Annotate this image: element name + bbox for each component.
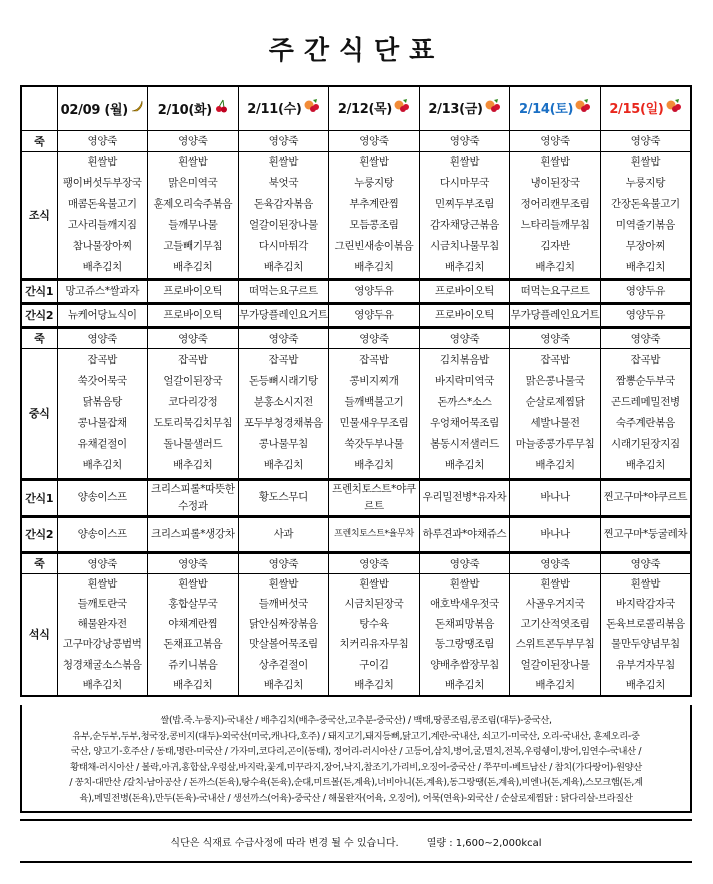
snack-cell: 양송이스프 [57, 516, 148, 552]
menu-item: 배추김치 [354, 678, 394, 691]
snack-cell: 하루견과*야채쥬스 [419, 516, 510, 552]
menu-row [21, 151, 691, 279]
banana-icon [130, 99, 144, 117]
menu-item: 모듬콩조림 [349, 218, 399, 231]
menu-item: 그린빈새송이볶음 [334, 239, 414, 252]
menu-item: 감자채당근볶음 [430, 218, 499, 231]
row-label: 중식 [21, 348, 57, 479]
menu-item: 돈채표고볶음 [163, 638, 223, 651]
snack-cell: 황도스무디 [238, 479, 329, 516]
meal-cell [600, 348, 691, 479]
menu-item: 돈채피망볶음 [435, 618, 495, 631]
snack-cell: 떠먹는요구르트 [510, 279, 601, 303]
origin-note-line: 유부,순두부,두부,청국장,콩비지(대두)-외국산(미국,캐나다,호주) / 돼지고기,돼지등뼈,닭고기,계란-국내산, 쇠고기-미국산, 오리-국내산, 훈제오리-중 [72, 730, 640, 742]
menu-item: 사골우거지국 [525, 597, 585, 610]
menu-item: 돌나물샐러드 [163, 438, 223, 450]
snack-cell: 영양두유 [329, 303, 420, 327]
meal-cell [329, 348, 420, 479]
day-header [148, 86, 239, 130]
menu-item: 배추김치 [444, 678, 485, 691]
menu-item: 잡곡밥 [540, 354, 570, 366]
meal-cell [329, 573, 420, 696]
day-label: 2/14(토) [518, 102, 574, 118]
menu-item: 고기산적엿조림 [520, 618, 590, 631]
porridge-cell: 영양죽 [238, 130, 329, 151]
menu-item: 마늘종콩가루무침 [515, 438, 595, 450]
porridge-cell: 영양죽 [510, 327, 601, 348]
header-corner [21, 86, 57, 130]
cherry-icon [214, 99, 228, 117]
origin-note-line: / 꽁치-대만산 /갈치-남아공산 / 돈까스(돈육),탕수육(돈육),순대,미트볼(돈,계육),너비아니(돈,계육),동그랑땡(돈,계육),비엔나(돈,계육),스모크햄(돈,계 [69, 777, 643, 788]
menu-row [21, 552, 691, 573]
menu-item: 들깨버섯국 [258, 597, 309, 610]
menu-item: 다시마무국 [439, 176, 490, 189]
page-title: 주간식단표 [268, 36, 445, 66]
menu-item: 애호박새우젓국 [430, 597, 499, 610]
menu-item: 돈육감자볶음 [253, 197, 313, 210]
day-label: 2/13(금) [428, 102, 483, 118]
fruit-basket-icon [304, 98, 320, 118]
porridge-cell: 영양죽 [329, 130, 420, 151]
menu-item: 흰쌀밥 [630, 155, 661, 168]
snack-cell: 바나나 [510, 479, 601, 516]
menu-item: 유채겉절이 [77, 438, 127, 450]
meal-cell [600, 573, 691, 696]
menu-row [21, 279, 691, 303]
menu-item: 들깨무나물 [168, 218, 218, 231]
origin-note-line: 황태채-러시아산 / 볼락,아귀,홍합살,우렁살,바지락,꽃게,미꾸라지,장어,낙지,참조기,가리비,오징어-중국산 / 쭈꾸미-베트남산 / 참치(가다랑어)-원양산 [70, 761, 642, 773]
meal-cell [510, 348, 601, 479]
snack-cell: 찐고구마*둥굴레차 [600, 516, 691, 552]
meal-cell [510, 151, 601, 279]
menu-item: 곤드레메밀전병 [610, 396, 680, 408]
menu-item: 훈제오리숙주볶음 [153, 197, 233, 210]
menu-item: 팽이버섯두부장국 [62, 176, 142, 189]
snack-cell: 영양두유 [600, 279, 691, 303]
menu-item: 배추김치 [82, 678, 122, 691]
day-label: 02/09 (월) [60, 102, 128, 118]
menu-item: 숙주계란볶음 [615, 417, 675, 429]
meal-cell [419, 348, 510, 479]
change-notice: 식단은 식재료 수급사정에 따라 변경 될 수 있습니다. [170, 837, 399, 849]
porridge-cell: 영양죽 [148, 130, 239, 151]
row-label: 죽 [21, 552, 57, 573]
menu-item: 느타리들깨무침 [520, 218, 590, 231]
menu-item: 민물새우무조림 [339, 417, 409, 429]
porridge-cell: 영양죽 [419, 327, 510, 348]
origin-notes [20, 705, 692, 813]
day-label: 2/10(화) [157, 102, 212, 118]
menu-item: 다시마튀각 [258, 239, 309, 252]
meal-cell [148, 151, 239, 279]
menu-item: 고구마강낭콩범벅 [62, 638, 142, 651]
snack-cell: 무가당플레인요거트 [510, 303, 601, 327]
day-header [600, 86, 691, 130]
menu-item: 잡곡밥 [630, 354, 661, 366]
menu-item: 흰쌀밥 [449, 155, 480, 168]
meal-cell [329, 151, 420, 279]
menu-item: 배추김치 [535, 459, 575, 471]
day-header [329, 86, 420, 130]
menu-item: 흰쌀밥 [178, 155, 208, 168]
menu-item: 배추김치 [535, 678, 575, 691]
snack-cell: 사과 [238, 516, 329, 552]
porridge-cell: 영양죽 [57, 552, 148, 573]
menu-item: 시금치나물무침 [430, 239, 499, 252]
menu-item: 김자반 [540, 239, 570, 252]
menu-item: 간장돈육불고기 [610, 197, 680, 210]
menu-item: 흰쌀밥 [359, 577, 389, 590]
snack-cell: 영양두유 [329, 279, 420, 303]
row-label: 간식2 [21, 303, 57, 327]
menu-item: 무장아찌 [625, 239, 666, 252]
day-header [238, 86, 329, 130]
menu-item: 얼갈이된장나물 [520, 658, 590, 671]
menu-item: 북엇국 [268, 176, 299, 189]
meal-cell [148, 573, 239, 696]
menu-item: 세발나물전 [530, 417, 580, 429]
porridge-cell: 영양죽 [148, 327, 239, 348]
origin-note-line: 쌀(밥.죽.누룽지)-국내산 / 배추김치(배추-중국산,고추분-중국산) / 백태,땅콩조림,콩조림(대두)-중국산, [160, 715, 552, 726]
origin-note-line: 육),메밀전병(돈육),만두(돈육)-국내산 / 생선까스(어육)-중국산 / 해물완자(어육, 오징어), 어묵(연육)-외국산 / 순살로제찜닭 : 닭다리살-브라질산 [79, 792, 633, 804]
row-label: 간식1 [21, 279, 57, 303]
menu-item: 우엉채어묵조림 [430, 417, 499, 429]
snack-cell: 무가당플레인요거트 [238, 303, 329, 327]
menu-item: 쑥갓두부나물 [344, 438, 404, 450]
snack-cell: 영양두유 [600, 303, 691, 327]
footer [20, 819, 692, 863]
menu-item: 시래기된장지짐 [610, 438, 680, 450]
menu-row [21, 516, 691, 552]
menu-item: 배추김치 [625, 260, 666, 273]
menu-item: 배추김치 [263, 260, 304, 273]
menu-item: 배추김치 [444, 260, 485, 273]
fruit-basket-icon [394, 98, 410, 118]
menu-item: 흰쌀밥 [540, 155, 570, 168]
day-label: 2/11(수) [247, 102, 302, 118]
menu-item: 돈등뼈시래기탕 [248, 375, 318, 387]
row-label: 간식1 [21, 479, 57, 516]
weekly-menu-table [20, 85, 692, 697]
menu-row [21, 327, 691, 348]
snack-cell: 프로바이오틱 [148, 303, 239, 327]
menu-item: 맑은콩나물국 [525, 375, 585, 387]
snack-cell: 프로바이오틱 [148, 279, 239, 303]
menu-item: 흰쌀밥 [87, 577, 118, 590]
menu-item: 흰쌀밥 [359, 155, 389, 168]
menu-item: 부추계란찜 [349, 197, 399, 210]
meal-cell [148, 348, 239, 479]
menu-item: 잡곡밥 [359, 354, 389, 366]
meal-cell [57, 573, 148, 696]
porridge-cell: 영양죽 [57, 130, 148, 151]
menu-item: 흰쌀밥 [178, 577, 208, 590]
menu-item: 배추김치 [82, 459, 122, 471]
menu-item: 배추김치 [82, 260, 122, 273]
snack-cell: 바나나 [510, 516, 601, 552]
menu-item: 배추김치 [263, 678, 304, 691]
menu-item: 고들빼기무침 [163, 239, 223, 252]
menu-item: 김치볶음밥 [439, 354, 490, 366]
menu-item: 잡곡밥 [87, 354, 118, 366]
menu-item: 흰쌀밥 [268, 577, 299, 590]
menu-item: 봄동시저샐러드 [430, 438, 499, 450]
snack-cell: 프렌치토스트*율무차 [329, 516, 420, 552]
menu-item: 콩비지찌개 [349, 375, 399, 387]
fruit-basket-icon [485, 98, 501, 118]
menu-item: 쥬키니볶음 [168, 658, 218, 671]
menu-item: 상추겉절이 [258, 658, 309, 671]
menu-item: 유부겨자무침 [615, 658, 675, 671]
menu-item: 배추김치 [173, 678, 213, 691]
porridge-cell: 영양죽 [329, 552, 420, 573]
porridge-cell: 영양죽 [600, 327, 691, 348]
menu-item: 배추김치 [444, 459, 485, 471]
meal-cell [419, 151, 510, 279]
menu-item: 분홍소시지전 [253, 396, 313, 408]
menu-item: 냉이된장국 [530, 176, 580, 189]
menu-item: 배추김치 [625, 678, 666, 691]
menu-item: 포두부청경채볶음 [244, 417, 323, 429]
row-label: 석식 [21, 573, 57, 696]
menu-item: 시금치된장국 [344, 597, 404, 610]
day-header [419, 86, 510, 130]
menu-item: 얼갈이된장국 [163, 375, 223, 387]
menu-item: 해물완자전 [77, 618, 127, 631]
menu-item: 배추김치 [173, 260, 213, 273]
meal-cell [600, 151, 691, 279]
porridge-cell: 영양죽 [510, 552, 601, 573]
menu-item: 민찌두부조림 [435, 197, 495, 210]
menu-item: 탕수육 [359, 618, 389, 631]
menu-item: 쑥갓어묵국 [77, 375, 127, 387]
menu-item: 홍합살무국 [168, 597, 218, 610]
menu-item: 청경채굴소스볶음 [62, 658, 142, 671]
menu-item: 코다리강정 [168, 396, 218, 408]
meal-cell [238, 348, 329, 479]
meal-cell [57, 348, 148, 479]
day-header [510, 86, 601, 130]
fruit-basket-icon [666, 98, 682, 118]
menu-item: 콩나물무침 [258, 438, 309, 450]
porridge-cell: 영양죽 [510, 130, 601, 151]
menu-item: 배추김치 [173, 459, 213, 471]
snack-cell: 양송이스프 [57, 479, 148, 516]
meal-cell [419, 573, 510, 696]
menu-item: 짬뽕순두부국 [615, 375, 675, 387]
meal-cell [238, 573, 329, 696]
snack-cell: 프렌치토스트*야쿠르트 [329, 479, 420, 516]
menu-item: 치커리유자무침 [339, 638, 409, 651]
menu-item: 잡곡밥 [268, 354, 299, 366]
porridge-cell: 영양죽 [419, 130, 510, 151]
menu-item: 닭볶음탕 [82, 396, 122, 408]
menu-item: 배추김치 [263, 459, 304, 471]
porridge-cell: 영양죽 [238, 552, 329, 573]
menu-row [21, 348, 691, 479]
menu-item: 스위트콘두부무침 [515, 638, 595, 651]
porridge-cell: 영양죽 [600, 130, 691, 151]
menu-item: 닭안심짜장볶음 [248, 618, 318, 631]
menu-item: 돈까스*소스 [437, 396, 492, 408]
menu-item: 흰쌀밥 [630, 577, 661, 590]
day-label: 2/12(목) [337, 102, 393, 118]
menu-item: 콩나물잡채 [77, 417, 127, 429]
porridge-cell: 영양죽 [148, 552, 239, 573]
row-label: 조식 [21, 151, 57, 279]
menu-item: 누룽지탕 [354, 176, 394, 189]
menu-item: 정어리캔무조림 [520, 197, 590, 210]
origin-note-line: 국산, 양고기-호주산 / 동태,명란-미국산 / 가자미,코다리,곤이(동태), 정어리-러시아산 / 고등어,삼치,병어,굴,멸치,전복,우렁쉥이,방어,임연수-국내산 / [70, 746, 642, 757]
porridge-cell: 영양죽 [419, 552, 510, 573]
meal-cell [57, 151, 148, 279]
meal-cell [238, 151, 329, 279]
snack-cell: 프로바이오틱 [419, 303, 510, 327]
menu-item: 흰쌀밥 [268, 155, 299, 168]
porridge-cell: 영양죽 [238, 327, 329, 348]
menu-item: 바지락미역국 [435, 375, 495, 387]
menu-item: 돈육브로콜리볶음 [606, 618, 685, 631]
snack-cell: 크리스피롤*따뜻한 수정과 [148, 479, 239, 516]
menu-item: 배추김치 [354, 459, 394, 471]
menu-row [21, 573, 691, 696]
menu-row [21, 130, 691, 151]
snack-cell: 찐고구마*야쿠르트 [600, 479, 691, 516]
day-header [57, 86, 148, 130]
menu-item: 맑은미역국 [168, 176, 218, 189]
menu-item: 바지락감자국 [615, 597, 675, 610]
row-label: 죽 [21, 327, 57, 348]
menu-item: 양배추쌈장무침 [430, 658, 499, 671]
calorie-info: 열량 : 1,600~2,000kcal [426, 837, 542, 849]
menu-item: 흰쌀밥 [540, 577, 570, 590]
fruit-basket-icon [575, 98, 591, 118]
snack-cell: 프로바이오틱 [419, 279, 510, 303]
menu-item: 배추김치 [535, 260, 575, 273]
menu-item: 배추김치 [625, 459, 666, 471]
porridge-cell: 영양죽 [329, 327, 420, 348]
menu-item: 얼갈이된장나물 [248, 218, 318, 231]
porridge-cell: 영양죽 [600, 552, 691, 573]
row-label: 죽 [21, 130, 57, 151]
menu-item: 구이김 [359, 658, 389, 671]
menu-item: 흰쌀밥 [449, 577, 480, 590]
menu-row [21, 479, 691, 516]
snack-cell: 우리밀전병*유자차 [419, 479, 510, 516]
menu-row [21, 303, 691, 327]
menu-item: 참나물장아찌 [72, 239, 132, 252]
day-label: 2/15(일) [609, 102, 664, 118]
menu-item: 맛살볼어묵조림 [248, 638, 318, 651]
menu-item: 누룽지탕 [625, 176, 666, 189]
menu-item: 들깨백불고기 [344, 396, 404, 408]
snack-cell: 뉴케어당뇨식이 [57, 303, 148, 327]
menu-item: 야채계란찜 [168, 618, 218, 631]
menu-item: 물만두양념무침 [610, 638, 680, 651]
menu-item: 들깨토란국 [77, 597, 127, 610]
menu-item: 흰쌀밥 [87, 155, 118, 168]
snack-cell: 떠먹는요구르트 [238, 279, 329, 303]
menu-item: 매콤돈육불고기 [67, 197, 137, 210]
porridge-cell: 영양죽 [57, 327, 148, 348]
menu-item: 도토리묵김치무침 [153, 417, 233, 429]
menu-item: 고사리들깨지짐 [67, 218, 137, 231]
meal-cell [510, 573, 601, 696]
menu-item: 배추김치 [354, 260, 394, 273]
menu-item: 순살로제찜닭 [525, 396, 585, 408]
row-label: 간식2 [21, 516, 57, 552]
menu-item: 동그랑땡조림 [435, 638, 495, 651]
menu-item: 잡곡밥 [178, 354, 208, 366]
snack-cell: 크리스피롤*생강차 [148, 516, 239, 552]
snack-cell: 망고쥬스*쌀과자 [57, 279, 148, 303]
menu-item: 미역줄기볶음 [615, 218, 675, 231]
